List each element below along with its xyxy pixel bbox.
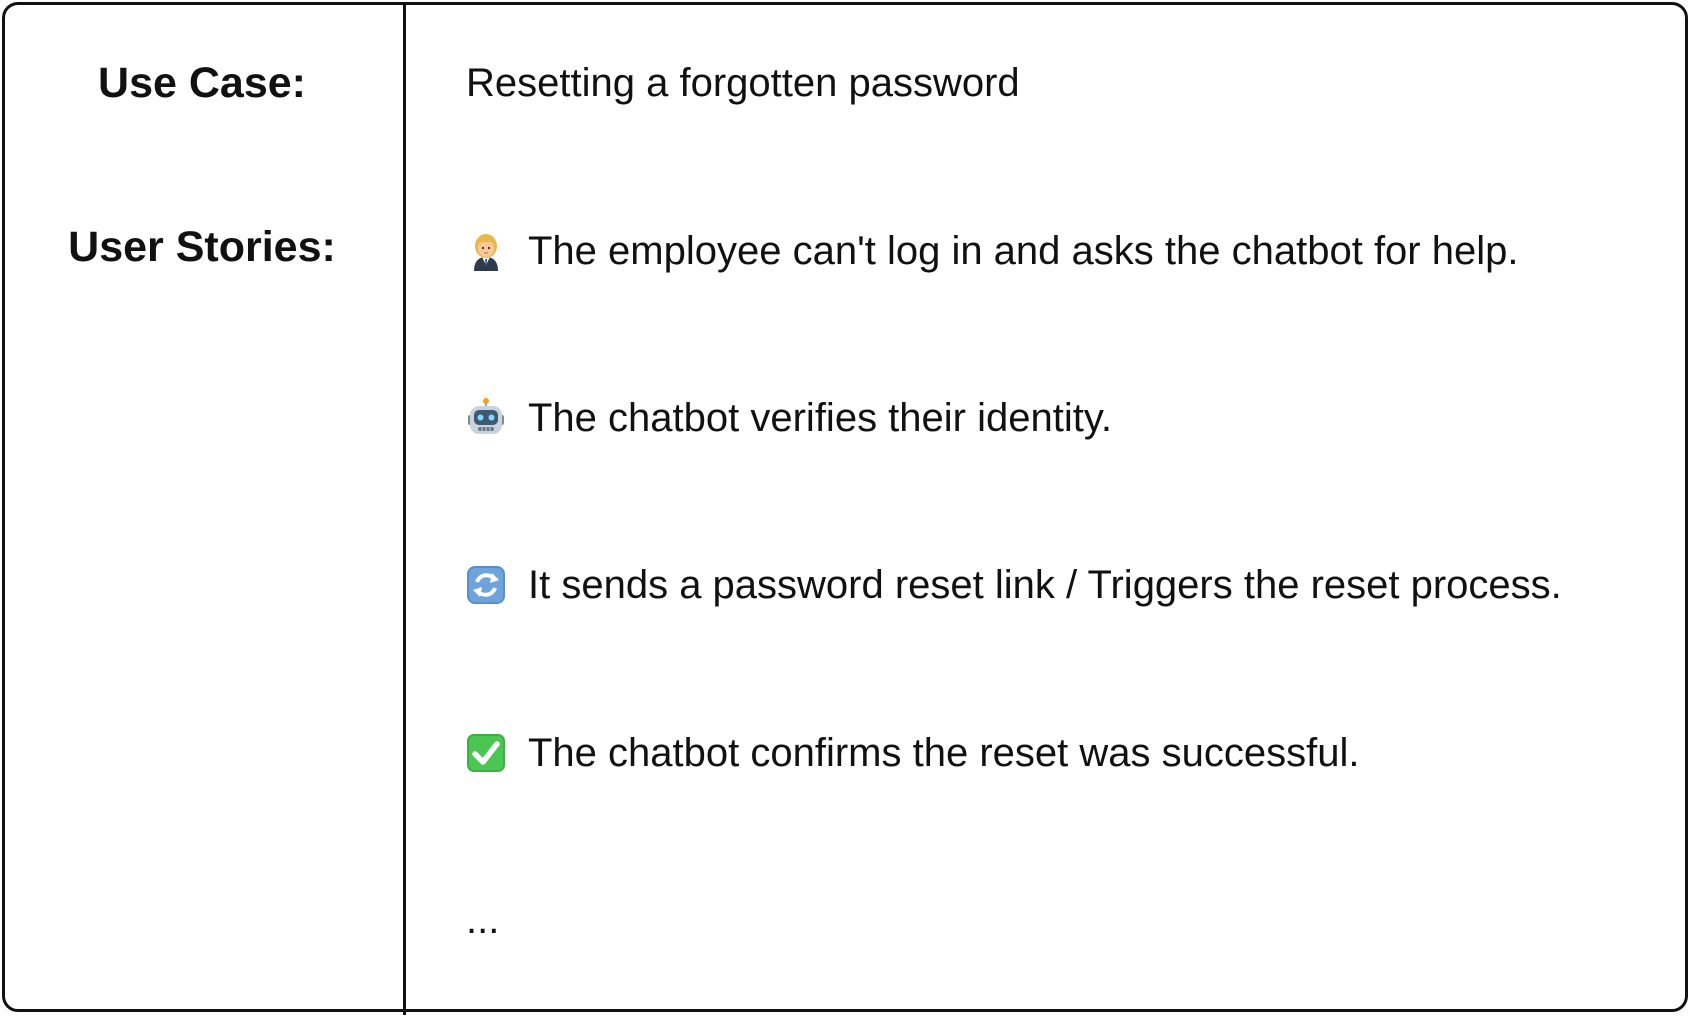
user-story-text: The employee can't log in and asks the chatbot for help.	[528, 229, 1519, 273]
story-card-frame	[2, 2, 1688, 1012]
user-story-item	[466, 226, 1518, 276]
refresh-arrows-icon	[466, 565, 506, 605]
user-story-ellipsis	[466, 895, 499, 945]
user-story-text: The chatbot confirms the reset was successful.	[528, 731, 1360, 775]
user-story-item	[466, 560, 1562, 610]
column-divider	[403, 5, 406, 1015]
check-mark-button-icon	[466, 733, 506, 773]
ellipsis-text: ...	[466, 898, 500, 942]
woman-office-worker-icon	[466, 231, 506, 271]
use-case-label: Use Case:	[98, 59, 306, 107]
user-story-text: The chatbot verifies their identity.	[528, 396, 1112, 440]
use-case-value: Resetting a forgotten password	[466, 61, 1020, 105]
user-story-text: It sends a password reset link / Triggers the reset process.	[528, 563, 1562, 607]
user-stories-label: User Stories:	[68, 223, 336, 271]
user-story-item	[466, 393, 1112, 443]
robot-icon	[466, 398, 506, 438]
user-story-item	[466, 728, 1359, 778]
